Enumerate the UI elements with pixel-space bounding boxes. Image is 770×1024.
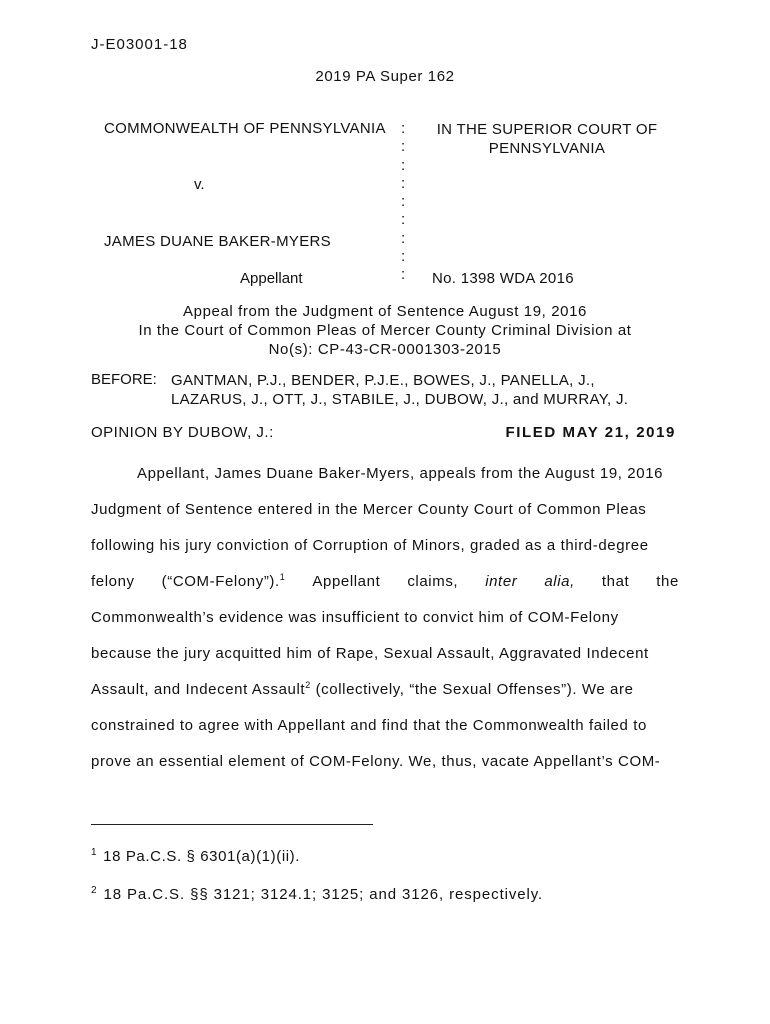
body-line: constrained to agree with Appellant and find that the Commonwealth failed to bbox=[91, 717, 647, 734]
caption-colon-divider bbox=[401, 120, 413, 285]
opinion-author: OPINION BY DUBOW, J.: bbox=[91, 424, 274, 441]
appeal-line: In the Court of Common Pleas of Mercer County Criminal Division at bbox=[138, 322, 632, 339]
footnote-ref-1[interactable]: 1 bbox=[279, 572, 286, 582]
colon: : bbox=[401, 120, 406, 137]
body-line: Commonwealth’s evidence was insufficient to convict him of COM-Felony bbox=[91, 609, 619, 626]
colon: : bbox=[401, 138, 406, 156]
body-line: following his jury conviction of Corruption of Minors, graded as a third-degree bbox=[91, 537, 649, 554]
body-line bbox=[91, 672, 679, 708]
body-word: Appellant bbox=[312, 573, 381, 590]
appeal-line: Appeal from the Judgment of Sentence August 19, 2016 bbox=[183, 303, 587, 320]
body-word-italic: alia, bbox=[544, 573, 575, 590]
footnote-1 bbox=[91, 848, 300, 865]
body-line: Judgment of Sentence entered in the Mercer County Court of Common Pleas bbox=[91, 501, 647, 518]
citation: 2019 PA Super 162 bbox=[315, 68, 455, 85]
body-word: (“COM-Felony”). bbox=[161, 573, 280, 590]
body-word-group bbox=[162, 564, 286, 600]
appeal-statement bbox=[0, 302, 770, 359]
panel-judges bbox=[171, 371, 628, 409]
before-label: BEFORE: bbox=[91, 371, 157, 388]
body-line bbox=[91, 564, 679, 600]
body-word-italic: inter bbox=[485, 573, 518, 590]
caption-versus: v. bbox=[194, 176, 205, 193]
footnote-ref-2[interactable]: 2 bbox=[305, 680, 311, 690]
body-line: prove an essential element of COM-Felony. We, thus, vacate Appellant’s COM- bbox=[91, 753, 661, 770]
footnote-text: 18 Pa.C.S. §§ 3121; 3124.1; 3125; and 3126, respectively. bbox=[103, 886, 544, 903]
colon: : bbox=[401, 174, 406, 192]
caption-party-commonwealth: COMMONWEALTH OF PENNSYLVANIA bbox=[104, 120, 386, 137]
footnote-2 bbox=[91, 886, 543, 903]
panel-line: GANTMAN, P.J., BENDER, P.J.E., BOWES, J., PANELLA, J., bbox=[171, 372, 595, 389]
footnote-mark: 1 bbox=[91, 847, 98, 858]
filed-date: FILED MAY 21, 2019 bbox=[505, 424, 676, 441]
panel-line: LAZARUS, J., OTT, J., STABILE, J., DUBOW, J., and MURRAY, J. bbox=[171, 391, 629, 408]
opinion-body bbox=[91, 456, 679, 780]
body-word: claims, bbox=[407, 573, 459, 590]
body-line: because the jury acquitted him of Rape, Sexual Assault, Aggravated Indecent bbox=[91, 645, 649, 662]
colon: : bbox=[401, 193, 406, 211]
body-text-segment: Assault, and Indecent Assault bbox=[91, 681, 306, 698]
colon: : bbox=[401, 248, 406, 266]
caption-role: Appellant bbox=[240, 270, 303, 287]
footnote-mark: 2 bbox=[91, 885, 98, 896]
footnote-text: 18 Pa.C.S. § 6301(a)(1)(ii). bbox=[103, 848, 301, 865]
footnote-divider bbox=[91, 824, 373, 825]
caption-party-appellant: JAMES DUANE BAKER-MYERS bbox=[104, 233, 331, 250]
colon: : bbox=[401, 211, 406, 229]
colon: : bbox=[401, 266, 406, 284]
appeal-line: No(s): CP-43-CR-0001303-2015 bbox=[268, 341, 502, 358]
body-line: Appellant, James Duane Baker-Myers, appeals from the August 19, 2016 bbox=[137, 465, 664, 482]
body-word: felony bbox=[91, 573, 135, 590]
body-word: the bbox=[656, 573, 679, 590]
body-text-segment: (collectively, “the Sexual Offenses”). We are bbox=[310, 681, 634, 698]
court-name: IN THE SUPERIOR COURT OF PENNSYLVANIA bbox=[436, 121, 658, 157]
body-word: that bbox=[601, 573, 630, 590]
docket-number: No. 1398 WDA 2016 bbox=[432, 270, 574, 287]
colon: : bbox=[401, 156, 406, 174]
colon: : bbox=[401, 229, 406, 247]
docket-code: J-E03001-18 bbox=[91, 36, 188, 53]
